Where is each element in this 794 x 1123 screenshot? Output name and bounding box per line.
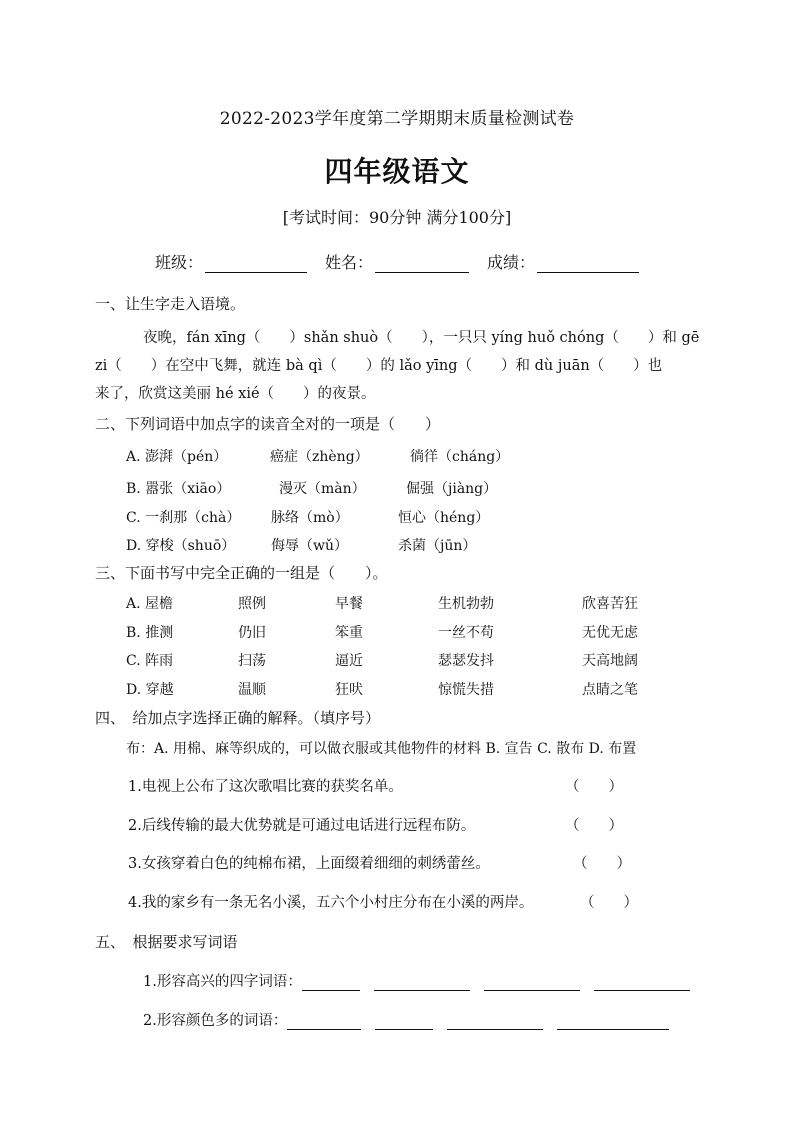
s3-a-2: 照例 [238, 596, 266, 612]
s2-option-a-1: A. 澎湃（pén） [126, 449, 228, 465]
s5-item-1-blank-2[interactable] [374, 974, 470, 991]
score-blank[interactable] [537, 254, 639, 273]
s4-item-4-text: 4.我的家乡有一条无名小溪，五六个小村庄分布在小溪的两岸。 [128, 895, 534, 911]
class-label: 班级： [154, 253, 203, 272]
name-blank[interactable] [375, 254, 469, 273]
s5-item-2-blank-4[interactable] [557, 1013, 669, 1030]
s3-b-3: 笨重 [335, 625, 363, 641]
s3-a-3: 早餐 [335, 596, 363, 612]
score-field [487, 250, 639, 273]
section1-line-1: 夜晚，fán xīng（ ）shǎn shuò（ ），一只只 yíng huǒ chóng（ ）和 gē [143, 330, 700, 346]
s2-option-c-1: C. 一刹那（chà） [126, 510, 241, 526]
s5-item-2-blank-2[interactable] [375, 1013, 433, 1030]
s5-item-1-blank-1[interactable] [302, 974, 360, 991]
s3-b-4: 一丝不苟 [438, 625, 494, 641]
s5-item-2-text: 2.形容颜色多的词语： [143, 1013, 288, 1029]
name-label: 姓名： [324, 253, 373, 272]
s2-option-d-2: 侮辱（wǔ） [271, 538, 348, 554]
s3-b-2: 仍旧 [238, 625, 266, 641]
s3-c-1: C. 阵雨 [126, 653, 174, 669]
section1-line-2: zi（ ）在空中飞舞，就连 bà qì（ ）的 lǎo yīng（ ）和 dù juān（ ）也 [95, 358, 663, 374]
score-label: 成绩： [487, 253, 536, 272]
s4-item-2-text: 2.后线传输的最大优势就是可通过电话进行远程布防。 [128, 818, 476, 834]
section2-heading: 二、下列词语中加点字的读音全对的一项是（ ） [95, 415, 441, 433]
s5-item-1-text: 1.形容高兴的四字词语： [143, 974, 302, 990]
s5-item-1-blank-4[interactable] [594, 974, 690, 991]
section4-heading: 四、 给加点字选择正确的解释。（填序号） [95, 709, 381, 727]
s3-d-4: 惊慌失措 [438, 682, 494, 698]
s2-option-b-3: 倔强（jiàng） [406, 481, 498, 497]
section1-heading: 一、让生字走入语境。 [95, 295, 246, 313]
s3-a-5: 欣喜苦狂 [582, 596, 638, 612]
s3-d-3: 狂吠 [335, 682, 363, 698]
s5-item-1 [143, 970, 690, 991]
s2-option-a-3: 徜徉（cháng） [410, 449, 510, 465]
s2-option-b-2: 漫灭（màn） [279, 481, 366, 497]
s2-option-d-1: D. 穿梭（shuō） [126, 538, 236, 554]
section4-definition: 布：A. 用棉、麻等织成的，可以做衣服或其他物件的材料 B. 宣告 C. 散布 D. 布置 [126, 741, 637, 757]
subject-title: 四年级语文 [324, 155, 470, 188]
s3-a-1: A. 屋檐 [126, 596, 174, 612]
s3-d-1: D. 穿越 [126, 682, 174, 698]
class-blank[interactable] [205, 254, 307, 273]
s3-b-5: 无优无虑 [582, 625, 638, 641]
class-field [155, 250, 307, 273]
s4-item-3-answer[interactable]: （ ） [573, 856, 631, 872]
s5-item-2-blank-1[interactable] [287, 1013, 361, 1030]
section5-heading: 五、 根据要求写词语 [95, 933, 238, 951]
s5-item-1-blank-3[interactable] [484, 974, 580, 991]
s3-a-4: 生机勃勃 [438, 596, 494, 612]
student-info-line [0, 250, 794, 273]
s3-d-5: 点睛之笔 [582, 682, 638, 698]
s5-item-2-blank-3[interactable] [447, 1013, 543, 1030]
s4-item-1-text: 1.电视上公布了这次歌唱比赛的获奖名单。 [128, 779, 403, 795]
s3-d-2: 温顺 [238, 682, 266, 698]
s2-option-c-3: 恒心（héng） [398, 510, 490, 526]
s3-c-4: 瑟瑟发抖 [438, 653, 494, 669]
s3-c-2: 扫荡 [238, 653, 266, 669]
exam-info: [考试时间：90分钟 满分100分] [282, 208, 512, 227]
s2-option-c-2: 脉络（mò） [271, 510, 349, 526]
section1-line-3: 来了，欣赏这美丽 hé xié（ ）的夜景。 [95, 386, 376, 402]
name-field [325, 250, 469, 273]
s4-item-3-text: 3.女孩穿着白色的纯棉布裙，上面缀着细细的刺绣蕾丝。 [128, 856, 490, 872]
s4-item-2-answer[interactable]: （ ） [565, 818, 623, 834]
section3-heading: 三、下面书写中完全正确的一组是（ ）。 [95, 564, 388, 582]
s3-c-5: 天高地阔 [582, 653, 638, 669]
s2-option-d-3: 杀菌（jūn） [398, 538, 477, 554]
exam-title: 2022-2023学年度第二学期期末质量检测试卷 [219, 109, 575, 129]
s3-c-3: 逼近 [335, 653, 363, 669]
s4-item-1-answer[interactable]: （ ） [565, 779, 623, 795]
s3-b-1: B. 推测 [126, 625, 174, 641]
s2-option-b-1: B. 嚣张（xiāo） [126, 481, 231, 497]
s4-item-4-answer[interactable]: （ ） [580, 895, 638, 911]
s2-option-a-2: 癌症（zhèng） [270, 449, 369, 465]
s5-item-2 [143, 1009, 669, 1030]
